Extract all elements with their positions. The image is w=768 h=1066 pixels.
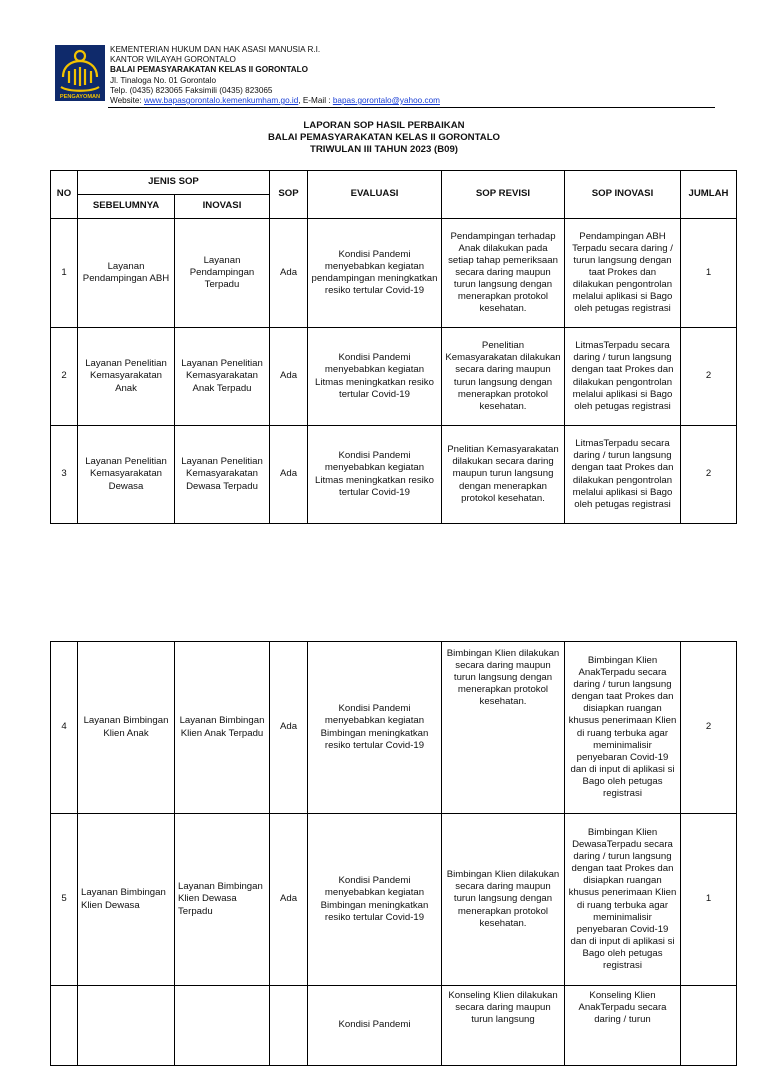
table-row bbox=[51, 426, 737, 524]
cell-sebelumnya bbox=[78, 986, 175, 1066]
cell-no: 4 bbox=[51, 642, 78, 814]
cell-no: 2 bbox=[51, 328, 78, 426]
cell-jumlah: 1 bbox=[681, 814, 737, 986]
cell-sop-revisi: Pendampingan terhadap Anak dilakukan pada setiap tahap pemeriksaan secara daring maupun turun langsung dengan menerapkan protokol kesehatan. bbox=[442, 219, 565, 328]
letterhead bbox=[110, 45, 730, 106]
title-line-2: BALAI PEMASYARAKATAN KELAS II GORONTALO bbox=[267, 132, 501, 143]
ministry-name: KEMENTERIAN HUKUM DAN HAK ASASI MANUSIA R.I. bbox=[110, 45, 321, 54]
website-label: Website: bbox=[110, 96, 144, 106]
report-title bbox=[0, 120, 768, 156]
cell-jumlah bbox=[681, 986, 737, 1066]
sop-table-page-2 bbox=[50, 641, 737, 1066]
cell-evaluasi: Kondisi Pandemi menyebabkan kegiatan Bimbingan meningkatkan resiko tertular Covid-19 bbox=[308, 642, 442, 814]
cell-sebelumnya: Layanan Bimbingan Klien Dewasa bbox=[78, 814, 175, 986]
cell-evaluasi: Kondisi Pandemi menyebabkan kegiatan Litmas meningkatkan resiko tertular Covid-19 bbox=[308, 426, 442, 524]
header-no: NO bbox=[51, 171, 78, 219]
cell-inovasi: Layanan Bimbingan Klien Anak Terpadu bbox=[175, 642, 270, 814]
cell-sop bbox=[270, 986, 308, 1066]
table-row bbox=[51, 328, 737, 426]
header-evaluasi: EVALUASI bbox=[308, 171, 442, 219]
cell-sop-revisi: Konseling Klien dilakukan secara daring maupun turun langsung bbox=[442, 986, 565, 1066]
header-sop: SOP bbox=[270, 171, 308, 219]
sop-table-page-1 bbox=[50, 170, 737, 524]
cell-jumlah: 2 bbox=[681, 328, 737, 426]
table-row bbox=[51, 219, 737, 328]
cell-evaluasi: Kondisi Pandemi menyebabkan kegiatan pendampingan meningkatkan resiko tertular Covid-19 bbox=[308, 219, 442, 328]
phone-fax: Telp. (0435) 823065 Faksimili (0435) 823065 bbox=[110, 85, 273, 95]
cell-evaluasi: Kondisi Pandemi menyebabkan kegiatan Bimbingan meningkatkan resiko tertular Covid-19 bbox=[308, 814, 442, 986]
cell-inovasi: Layanan Penelitian Kemasyarakatan Anak Terpadu bbox=[175, 328, 270, 426]
title-line-1: LAPORAN SOP HASIL PERBAIKAN bbox=[303, 120, 465, 131]
email-link[interactable]: bapas.gorontalo@yahoo.com bbox=[332, 96, 440, 106]
cell-no bbox=[51, 986, 78, 1066]
letterhead-divider bbox=[108, 107, 715, 108]
cell-sop: Ada bbox=[270, 219, 308, 328]
address: Jl. Tinaloga No. 01 Gorontalo bbox=[110, 75, 217, 85]
cell-sop-inovasi: Bimbingan Klien AnakTerpadu secara daring / turun langsung dengan taat Prokes dan disiapkan ruangan khusus penerimaan Klien di ruang terbuka agar meminimalisir penyebaran Covid-19 dan di input di aplikasi si Bago oleh petugas registrasi bbox=[565, 642, 681, 814]
cell-sop: Ada bbox=[270, 642, 308, 814]
cell-sop-inovasi: LitmasTerpadu secara daring / turun langsung dengan taat Prokes dan dilakukan pengontrolan melalui aplikasi si Bago oleh petugas registrasi bbox=[565, 328, 681, 426]
cell-sop: Ada bbox=[270, 328, 308, 426]
cell-sop: Ada bbox=[270, 426, 308, 524]
cell-no: 3 bbox=[51, 426, 78, 524]
header-sop-revisi: SOP REVISI bbox=[442, 171, 565, 219]
cell-sebelumnya: Layanan Penelitian Kemasyarakatan Anak bbox=[78, 328, 175, 426]
logo-text: PENGAYOMAN bbox=[59, 94, 101, 100]
table-row bbox=[51, 814, 737, 986]
cell-no: 1 bbox=[51, 219, 78, 328]
cell-sop-inovasi: Pendampingan ABH Terpadu secara daring / turun langsung dengan taat Prokes dan dilakukan pengontrolan melalui aplikasi si Bago oleh petugas registrasi bbox=[565, 219, 681, 328]
cell-sop-revisi: Bimbingan Klien dilakukan secara daring maupun turun langsung dengan menerapkan protokol kesehatan. bbox=[442, 814, 565, 986]
cell-sop-inovasi: Konseling Klien AnakTerpadu secara daring / turun bbox=[565, 986, 681, 1066]
header-sebelumnya: SEBELUMNYA bbox=[78, 195, 175, 219]
table-row bbox=[51, 642, 737, 814]
contact-line bbox=[110, 96, 730, 106]
office-name: BALAI PEMASYARAKATAN KELAS II GORONTALO bbox=[110, 65, 309, 75]
cell-sop: Ada bbox=[270, 814, 308, 986]
title-line-3: TRIWULAN III TAHUN 2023 (B09) bbox=[309, 144, 458, 155]
header-inovasi: INOVASI bbox=[175, 195, 270, 219]
cell-sebelumnya: Layanan Pendampingan ABH bbox=[78, 219, 175, 328]
cell-jumlah: 1 bbox=[681, 219, 737, 328]
cell-sop-revisi: Pnelitian Kemasyarakatan dilakukan secara daring maupun turun langsung dengan menerapkan protokol kesehatan. bbox=[442, 426, 565, 524]
email-label: , E-Mail : bbox=[298, 96, 333, 106]
cell-evaluasi: Kondisi Pandemi menyebabkan kegiatan Litmas meningkatkan resiko tertular Covid-19 bbox=[308, 328, 442, 426]
header-jenis-sop: JENIS SOP bbox=[78, 171, 270, 195]
table-row bbox=[51, 986, 737, 1066]
website-link[interactable]: www.bapasgorontalo.kemenkumham.go.id bbox=[143, 96, 299, 106]
cell-sop-revisi: Bimbingan Klien dilakukan secara daring maupun turun langsung dengan menerapkan protokol kesehatan. bbox=[442, 642, 565, 814]
cell-inovasi: Layanan Bimbingan Klien Dewasa Terpadu bbox=[175, 814, 270, 986]
header-sop-inovasi: SOP INOVASI bbox=[565, 171, 681, 219]
cell-sebelumnya: Layanan Penelitian Kemasyarakatan Dewasa bbox=[78, 426, 175, 524]
cell-no: 5 bbox=[51, 814, 78, 986]
cell-sebelumnya: Layanan Bimbingan Klien Anak bbox=[78, 642, 175, 814]
cell-inovasi: Layanan Penelitian Kemasyarakatan Dewasa Terpadu bbox=[175, 426, 270, 524]
cell-sop-revisi: Penelitian Kemasyarakatan dilakukan secara daring maupun turun langsung dengan menerapkan protokol kesehatan. bbox=[442, 328, 565, 426]
cell-evaluasi: Kondisi Pandemi bbox=[308, 986, 442, 1066]
regional-office: KANTOR WILAYAH GORONTALO bbox=[110, 55, 236, 65]
cell-inovasi bbox=[175, 986, 270, 1066]
header-jumlah: JUMLAH bbox=[681, 171, 737, 219]
cell-jumlah: 2 bbox=[681, 426, 737, 524]
pengayoman-logo bbox=[55, 45, 105, 101]
cell-sop-inovasi: Bimbingan Klien DewasaTerpadu secara daring / turun langsung dengan taat Prokes dan disiapkan ruangan khusus penerimaan Klien di ruang terbuka agar meminimalisir penyebaran Covid-19 dan di input di aplikasi si Bago oleh petugas registrasi bbox=[565, 814, 681, 986]
cell-inovasi: Layanan Pendampingan Terpadu bbox=[175, 219, 270, 328]
cell-jumlah: 2 bbox=[681, 642, 737, 814]
cell-sop-inovasi: LitmasTerpadu secara daring / turun langsung dengan taat Prokes dan dilakukan pengontrolan melalui aplikasi si Bago oleh petugas registrasi bbox=[565, 426, 681, 524]
